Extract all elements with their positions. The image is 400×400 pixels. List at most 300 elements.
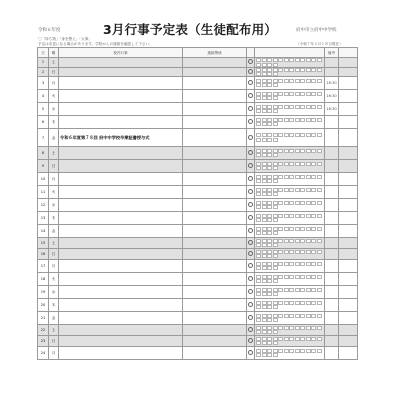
row-contact <box>183 325 247 336</box>
row-circle-cell <box>247 129 255 147</box>
slot-box <box>289 326 294 330</box>
slot-box <box>262 314 267 318</box>
slot-box <box>273 179 278 183</box>
row-remarks <box>325 249 339 260</box>
slot-box <box>273 205 278 209</box>
row-weekday: 月 <box>49 173 59 186</box>
row-extra <box>339 67 358 77</box>
slot-box <box>295 326 300 330</box>
row-contact <box>183 286 247 299</box>
slot-box <box>311 68 316 72</box>
slot-box <box>267 153 272 157</box>
row-weekday: 水 <box>49 286 59 299</box>
schedule-row <box>38 160 358 173</box>
slot-box <box>267 179 272 183</box>
status-circle-icon <box>248 176 253 181</box>
row-extra <box>339 160 358 173</box>
row-contact <box>183 67 247 77</box>
row-day: 11 <box>38 186 49 199</box>
row-circle-cell <box>247 186 255 199</box>
slot-box <box>267 239 272 243</box>
slot-box <box>295 175 300 179</box>
slot-box <box>284 68 289 72</box>
slot-box <box>262 341 267 345</box>
slot-box <box>284 349 289 353</box>
slot-box <box>267 227 272 231</box>
row-slot-grid <box>255 299 325 312</box>
row-slot-grid <box>255 325 325 336</box>
slot-box <box>262 250 267 254</box>
row-circle-cell <box>247 212 255 225</box>
slot-box <box>256 353 261 357</box>
slot-box <box>262 326 267 330</box>
row-remarks <box>325 325 339 336</box>
slot-box <box>295 275 300 279</box>
slot-box <box>262 162 267 166</box>
slot-box <box>267 122 272 126</box>
slot-box <box>267 96 272 100</box>
row-contact <box>183 77 247 90</box>
slot-box <box>273 63 278 67</box>
row-day: 9 <box>38 160 49 173</box>
row-circle-cell <box>247 199 255 212</box>
slot-box <box>289 92 294 96</box>
row-event <box>59 90 183 103</box>
slot-box <box>284 175 289 179</box>
slot-box <box>256 214 261 218</box>
row-weekday: 日 <box>49 160 59 173</box>
slot-box <box>300 288 305 292</box>
slot-box <box>317 188 322 192</box>
slot-box <box>273 262 278 266</box>
slot-box <box>262 218 267 222</box>
slot-box <box>273 96 278 100</box>
slot-box <box>295 227 300 231</box>
slot-box <box>262 153 267 157</box>
slot-grid <box>256 133 323 142</box>
status-circle-icon <box>248 119 253 124</box>
slot-box <box>311 162 316 166</box>
slot-grid <box>256 337 323 346</box>
slot-box <box>256 301 261 305</box>
row-slot-grid <box>255 249 325 260</box>
slot-box <box>311 314 316 318</box>
row-remarks <box>325 58 339 68</box>
slot-box <box>256 318 261 322</box>
slot-box <box>256 162 261 166</box>
status-circle-icon <box>248 240 253 245</box>
row-slot-grid <box>255 77 325 90</box>
slot-box <box>311 326 316 330</box>
row-event <box>59 238 183 249</box>
row-contact <box>183 103 247 116</box>
slot-box <box>284 337 289 341</box>
slot-box <box>295 349 300 353</box>
row-day: 21 <box>38 312 49 325</box>
slot-box <box>267 305 272 309</box>
status-circle-icon <box>248 189 253 194</box>
slot-box <box>267 337 272 341</box>
slot-box <box>262 133 267 137</box>
slot-box <box>267 314 272 318</box>
slot-box <box>306 239 311 243</box>
slot-box <box>284 301 289 305</box>
row-extra <box>339 336 358 347</box>
slot-box <box>284 105 289 109</box>
slot-grid <box>256 58 323 67</box>
row-day: 13 <box>38 212 49 225</box>
slot-box <box>317 250 322 254</box>
schedule-row <box>38 147 358 160</box>
row-day: 14 <box>38 225 49 238</box>
slot-box <box>278 227 283 231</box>
slot-box <box>284 92 289 96</box>
row-weekday: 土 <box>49 58 59 68</box>
row-contact <box>183 186 247 199</box>
slot-box <box>317 79 322 83</box>
row-slot-grid <box>255 212 325 225</box>
slot-box <box>262 349 267 353</box>
slot-box <box>256 337 261 341</box>
slot-box <box>262 175 267 179</box>
slot-box <box>289 105 294 109</box>
row-day: 2 <box>38 67 49 77</box>
slot-box <box>278 188 283 192</box>
slot-box <box>300 201 305 205</box>
slot-box <box>278 262 283 266</box>
slot-box <box>295 162 300 166</box>
row-slot-grid <box>255 273 325 286</box>
slot-box <box>311 118 316 122</box>
slot-box <box>262 122 267 126</box>
as-of-date: （令和７年２月１８日現在） <box>296 42 343 46</box>
slot-box <box>262 166 267 170</box>
row-extra <box>339 347 358 360</box>
row-event <box>59 260 183 273</box>
slot-box <box>278 250 283 254</box>
slot-box <box>273 166 278 170</box>
row-event: 令和６年度第７８回 府中中学校卒業証書授与式 <box>59 129 183 147</box>
slot-box <box>284 58 289 62</box>
slot-box <box>262 337 267 341</box>
row-remarks <box>325 336 339 347</box>
slot-box <box>256 133 261 137</box>
slot-box <box>295 214 300 218</box>
slot-box <box>262 96 267 100</box>
slot-box <box>278 314 283 318</box>
slot-box <box>306 133 311 137</box>
slot-box <box>262 105 267 109</box>
row-event <box>59 225 183 238</box>
row-weekday: 水 <box>49 199 59 212</box>
row-weekday: 土 <box>49 238 59 249</box>
status-circle-icon <box>248 302 253 307</box>
row-weekday: 日 <box>49 336 59 347</box>
row-slot-grid <box>255 225 325 238</box>
slot-grid <box>256 314 323 323</box>
slot-box <box>262 118 267 122</box>
slot-box <box>306 201 311 205</box>
row-extra <box>339 199 358 212</box>
row-extra <box>339 173 358 186</box>
slot-box <box>267 58 272 62</box>
row-day: 12 <box>38 199 49 212</box>
slot-box <box>273 266 278 270</box>
slot-box <box>262 192 267 196</box>
schedule-row <box>38 299 358 312</box>
row-contact <box>183 90 247 103</box>
slot-box <box>256 250 261 254</box>
row-weekday: 金 <box>49 225 59 238</box>
slot-box <box>295 262 300 266</box>
row-weekday: 金 <box>49 129 59 147</box>
row-contact <box>183 260 247 273</box>
row-extra <box>339 260 358 273</box>
slot-box <box>317 214 322 218</box>
slot-box <box>256 153 261 157</box>
slot-box <box>300 314 305 318</box>
slot-box <box>256 79 261 83</box>
row-slot-grid <box>255 173 325 186</box>
slot-box <box>289 314 294 318</box>
slot-box <box>273 341 278 345</box>
slot-box <box>289 68 294 72</box>
status-circle-icon <box>248 202 253 207</box>
slot-box <box>256 188 261 192</box>
slot-box <box>273 122 278 126</box>
row-remarks <box>325 225 339 238</box>
header-blank-2 <box>255 48 325 58</box>
slot-box <box>256 239 261 243</box>
row-extra <box>339 249 358 260</box>
slot-box <box>273 305 278 309</box>
row-remarks <box>325 186 339 199</box>
slot-box <box>289 227 294 231</box>
slot-box <box>278 68 283 72</box>
slot-box <box>284 118 289 122</box>
slot-box <box>295 133 300 137</box>
slot-box <box>317 68 322 72</box>
row-event <box>59 299 183 312</box>
schedule-row <box>38 249 358 260</box>
slot-box <box>311 214 316 218</box>
slot-box <box>256 279 261 283</box>
row-slot-grid <box>255 129 325 147</box>
slot-box <box>262 231 267 235</box>
row-circle-cell <box>247 260 255 273</box>
slot-box <box>256 243 261 247</box>
status-circle-icon <box>248 106 253 111</box>
row-extra <box>339 299 358 312</box>
row-slot-grid <box>255 103 325 116</box>
row-remarks: 16:30 <box>325 103 339 116</box>
slot-box <box>278 201 283 205</box>
slot-box <box>278 239 283 243</box>
slot-box <box>300 301 305 305</box>
slot-box <box>289 250 294 254</box>
schedule-row <box>38 129 358 147</box>
slot-box <box>267 72 272 76</box>
slot-box <box>278 175 283 179</box>
slot-box <box>300 349 305 353</box>
row-extra <box>339 312 358 325</box>
slot-box <box>300 162 305 166</box>
slot-box <box>267 301 272 305</box>
slot-box <box>295 288 300 292</box>
row-contact <box>183 273 247 286</box>
slot-box <box>256 96 261 100</box>
row-slot-grid <box>255 160 325 173</box>
slot-box <box>311 288 316 292</box>
row-slot-grid <box>255 67 325 77</box>
slot-box <box>267 162 272 166</box>
row-slot-grid <box>255 199 325 212</box>
slot-box <box>311 149 316 153</box>
row-event <box>59 286 183 299</box>
row-circle-cell <box>247 77 255 90</box>
slot-box <box>267 341 272 345</box>
slot-box <box>311 337 316 341</box>
schedule-row <box>38 312 358 325</box>
schedule-row <box>38 58 358 68</box>
status-circle-icon <box>248 251 253 256</box>
slot-box <box>306 68 311 72</box>
row-weekday: 日 <box>49 67 59 77</box>
slot-box <box>267 218 272 222</box>
row-weekday: 土 <box>49 147 59 160</box>
row-day: 16 <box>38 249 49 260</box>
row-day: 7 <box>38 129 49 147</box>
slot-box <box>300 250 305 254</box>
slot-box <box>306 58 311 62</box>
slot-box <box>273 279 278 283</box>
slot-box <box>262 72 267 76</box>
slot-box <box>317 314 322 318</box>
slot-box <box>300 227 305 231</box>
slot-box <box>300 214 305 218</box>
slot-box <box>295 58 300 62</box>
slot-box <box>284 162 289 166</box>
slot-box <box>256 275 261 279</box>
status-circle-icon <box>248 350 253 355</box>
slot-grid <box>256 227 323 236</box>
header-contact: 連絡関係 <box>183 48 247 58</box>
slot-grid <box>256 275 323 284</box>
slot-box <box>267 275 272 279</box>
slot-box <box>273 68 278 72</box>
slot-box <box>317 301 322 305</box>
slot-box <box>317 201 322 205</box>
slot-box <box>273 250 278 254</box>
slot-box <box>300 188 305 192</box>
slot-box <box>311 250 316 254</box>
slot-box <box>278 337 283 341</box>
slot-grid <box>256 175 323 184</box>
slot-box <box>317 105 322 109</box>
slot-box <box>289 201 294 205</box>
slot-box <box>311 58 316 62</box>
slot-box <box>306 314 311 318</box>
slot-box <box>278 118 283 122</box>
slot-box <box>300 262 305 266</box>
slot-box <box>256 166 261 170</box>
slot-grid <box>256 239 323 248</box>
row-circle-cell <box>247 347 255 360</box>
slot-box <box>284 214 289 218</box>
status-circle-icon <box>248 69 253 74</box>
slot-box <box>262 109 267 113</box>
row-remarks <box>325 129 339 147</box>
slot-box <box>256 105 261 109</box>
row-circle-cell <box>247 225 255 238</box>
slot-box <box>278 214 283 218</box>
slot-box <box>262 201 267 205</box>
slot-box <box>267 118 272 122</box>
slot-box <box>295 118 300 122</box>
row-remarks <box>325 299 339 312</box>
note-line-2: 予定は変更になる場合があります。学校からの連絡を確認して下さい。 <box>38 42 153 46</box>
slot-box <box>256 175 261 179</box>
slot-box <box>273 109 278 113</box>
slot-box <box>289 214 294 218</box>
row-circle-cell <box>247 103 255 116</box>
slot-box <box>284 250 289 254</box>
row-contact <box>183 225 247 238</box>
slot-box <box>273 318 278 322</box>
schedule-row <box>38 260 358 273</box>
slot-box <box>300 337 305 341</box>
row-day: 10 <box>38 173 49 186</box>
slot-box <box>289 288 294 292</box>
slot-box <box>256 262 261 266</box>
row-weekday: 火 <box>49 90 59 103</box>
slot-box <box>267 353 272 357</box>
row-extra <box>339 286 358 299</box>
slot-grid <box>256 92 323 101</box>
slot-box <box>273 353 278 357</box>
slot-box <box>289 133 294 137</box>
row-event <box>59 212 183 225</box>
slot-box <box>262 239 267 243</box>
slot-box <box>289 239 294 243</box>
slot-box <box>289 188 294 192</box>
slot-box <box>284 227 289 231</box>
slot-box <box>262 266 267 270</box>
row-contact <box>183 129 247 147</box>
row-event <box>59 186 183 199</box>
slot-box <box>295 188 300 192</box>
slot-box <box>273 175 278 179</box>
row-extra <box>339 225 358 238</box>
slot-box <box>262 227 267 231</box>
row-slot-grid <box>255 347 325 360</box>
slot-box <box>289 349 294 353</box>
row-circle-cell <box>247 58 255 68</box>
slot-box <box>256 266 261 270</box>
status-circle-icon <box>248 327 253 332</box>
row-slot-grid <box>255 312 325 325</box>
slot-box <box>311 239 316 243</box>
schedule-row <box>38 186 358 199</box>
slot-box <box>262 188 267 192</box>
row-day: 20 <box>38 299 49 312</box>
slot-box <box>256 231 261 235</box>
slot-box <box>267 188 272 192</box>
slot-box <box>317 239 322 243</box>
slot-box <box>306 214 311 218</box>
slot-box <box>306 188 311 192</box>
slot-box <box>284 288 289 292</box>
